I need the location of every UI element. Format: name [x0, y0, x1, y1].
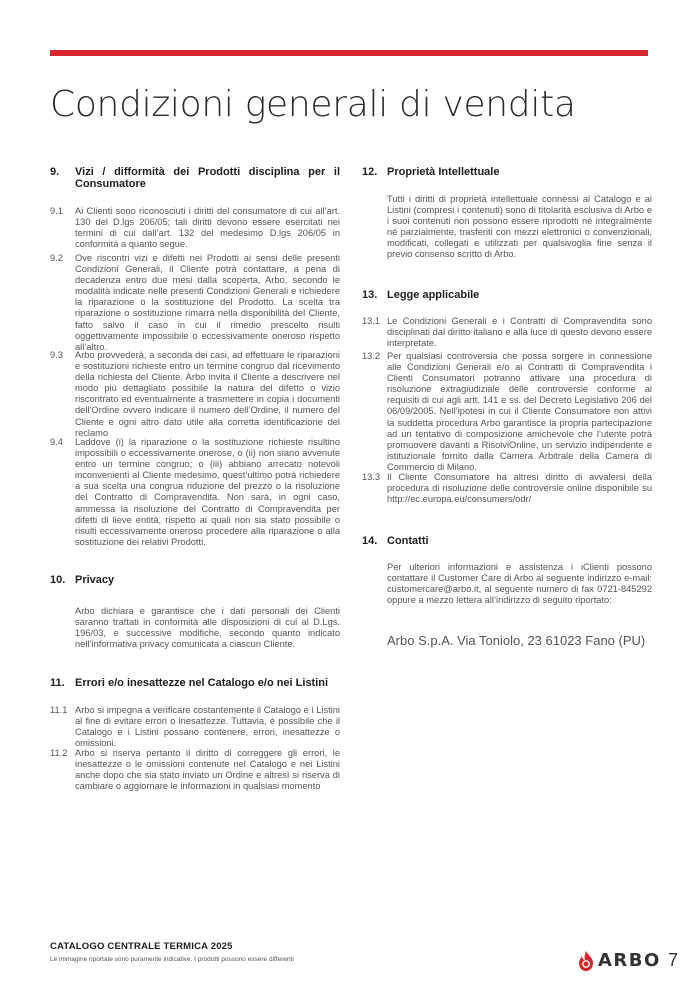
clause-9-1: 9.1 Ai Clienti sono riconosciuti i diritti del consumatore di cui all’art. 130 del D.lgs 206/05; tali diritti devono essere esercitati nei termini di cui dall’art. 132 del medesimo D.lgs 206/05 in conformità a quanto segue. — [50, 206, 340, 250]
clause-9-4: 9.4 Laddove (i) la riparazione o la sostituzione richieste risultino impossibili o eccessivamente onerose, o (ii) non siano avvenute entro un termine congruo; o (iii) abbiano arrecato notevoli inconvenienti al Cliente medesimo, quest’ultimo potrà richiedere a sua scelta una congrua riduzione del prezzo o la risoluzione del Contratto di Compravendita. Non sarà, in ogni caso, ammessa la risoluzione del Contratto di Compravendita per difetti di lieve entità, rispetto ai quali non sia stato possibile o risulti eccessivamente oneroso procedere alla riparazione o alla sostituzione dei relativi Prodotti. — [50, 437, 340, 547]
section-heading: 14. Contatti — [362, 535, 429, 547]
clause-9-2: 9.2 Ove riscontri vizi e difetti nei Prodotti ai sensi delle presenti Condizioni Generali, il Cliente potrà contattare, a pena di decadenza entro due mesi dalla scoperta, Arbo, secondo le modalità indicate nelle presenti Condizioni Generali e richiedere la riparazione o la sostituzione del Prodotto. La scelta tra riparazione o sostituzione rimarrà nella disponibilità del Cliente, fatto salvo il caso in cui il rimedio prescelto risulti oggettivamente impossibile o eccessivamente oneroso rispetto all’altro. — [50, 253, 340, 352]
logo-text: ARBO — [598, 950, 661, 971]
section-heading: 10. Privacy — [50, 574, 115, 586]
disclaimer: Le immagine riportate sono puramente indicative. I prodotti possono essere differenti — [50, 956, 294, 963]
section-heading: 13. Legge applicabile — [362, 289, 480, 301]
section-13 — [362, 289, 652, 301]
section-10-text: Arbo dichiara e garantisce che i dati personali dei Clienti saranno trattati in conformità alle disposizioni di cui al D.Lgs. 196/03, e successive modifiche, secondo quanto indicato nell’informativa privacy comunicata a ciascun Cliente. — [75, 606, 340, 650]
arbo-logo — [578, 950, 661, 971]
company-address: Arbo S.p.A. Via Toniolo, 23 61023 Fano (PU) — [387, 633, 646, 648]
clause-13-3: 13.3 Il Cliente Consumatore ha altresì diritto di avvalersi della procedura di risoluzione delle controversie online disponibile su http://ec.europa.eu/consumers/odr/ — [362, 472, 652, 505]
page-number: 7 — [668, 950, 679, 970]
section-14 — [362, 535, 652, 547]
clause-11-1: 11.1 Arbo si impegna a verificare costantemente il Catalogo e i Listini al fine di evitare errori o inesattezze. Tuttavia, è possibile che il Catalogo e i Listini possano contenere, errori, inesattezze o omissioni. — [50, 705, 340, 749]
clause-9-3: 9.3 Arbo provvederà, a seconda dei casi, ad effettuare le riparazioni e sostituzioni richieste entro un termine congruo dal ricevimento della richiesta del Cliente. Arbo invita il Cliente a descrivere nel modo più dettagliato possibile la natura del difetto o vizio riscontrato ed eventualmente a trasmettere in copia i documenti dell’Ordine ovvero indicare il numero dell’Ordine, il numero del Cliente e ogni altro dato utile alla corretta identificazione del reclamo — [50, 350, 340, 438]
section-10 — [50, 574, 340, 586]
section-14-text: Per ulteriori informazioni e assistenza i iClienti possono contattare il Customer Care di Arbo al seguente indirizzo e-mail: customercare@arbo.it, al seguente numero di fax 0721-845292 oppure a mezzo lettera all’indirizzo di seguito riportato: — [387, 562, 652, 606]
section-heading: 12. Proprietà Intellettuale — [362, 166, 500, 178]
section-12 — [362, 166, 652, 178]
catalog-title: CATALOGO CENTRALE TERMICA 2025 — [50, 941, 233, 952]
section-12-text: Tutti i diritti di proprietà intellettuale connessi al Catalogo e ai Listini (compresi i contenuti) sono di titolarità esclusiva di Arbo e i suoi contenuti non possono essere riprodotti né integralmente né parzialmente, trasferiti con mezzi elettronici o convenzionali, modificati, collegati e utilizzati per qualsivoglia fine senza il previo consenso scritto di Arbo. — [387, 194, 652, 260]
header-red-bar — [50, 50, 648, 56]
section-heading: 9. Vizi / difformità dei Prodotti disciplina per il Consumatore — [50, 166, 340, 190]
section-11 — [50, 677, 340, 689]
clause-13-2: 13.2 Per qualsiasi controversia che possa sorgere in connessione alle Condizioni Generali e/o ai Contratti di Compravendita i Clienti Consumatori potranno attivare una procedura di risoluzione extragiudiziale delle controversie conforme ai requisiti di cui agli artt. 141 e ss. del Decreto Legislativo 206 del 06/09/2005. Nell’ipotesi in cui il Cliente Consumatore non attivi la suddetta procedura Arbo garantisce la propria partecipazione ad un tentativo di composizione amichevole che l’utente potrà promuovere davanti a RisolviOnline, un servizio indipendente e istituzionale fornito dalla Camera Arbitrale della Camera di Commercio di Milano. — [362, 351, 652, 472]
page-title: Condizioni generali di vendita — [50, 84, 576, 125]
flame-icon — [578, 951, 594, 971]
section-heading: 11. Errori e/o inesattezze nel Catalogo e/o nei Listini — [50, 677, 329, 689]
section-9 — [50, 166, 340, 190]
clause-13-1: 13.1 Le Condizioni Generali e i Contratti di Compravendita sono disciplinati dal diritto italiano e alla luce di questo devono essere interpretate. — [362, 316, 652, 349]
clause-11-2: 11.2 Arbo si riserva pertanto il diritto di correggere gli errori, le inesattezze o le omissioni contenute nel Catalogo e nei Listini anche dopo che sia stato inviato un Ordine e altresì si riserva di cambiare o aggiornare le informazioni in qualsiasi momento — [50, 748, 340, 792]
